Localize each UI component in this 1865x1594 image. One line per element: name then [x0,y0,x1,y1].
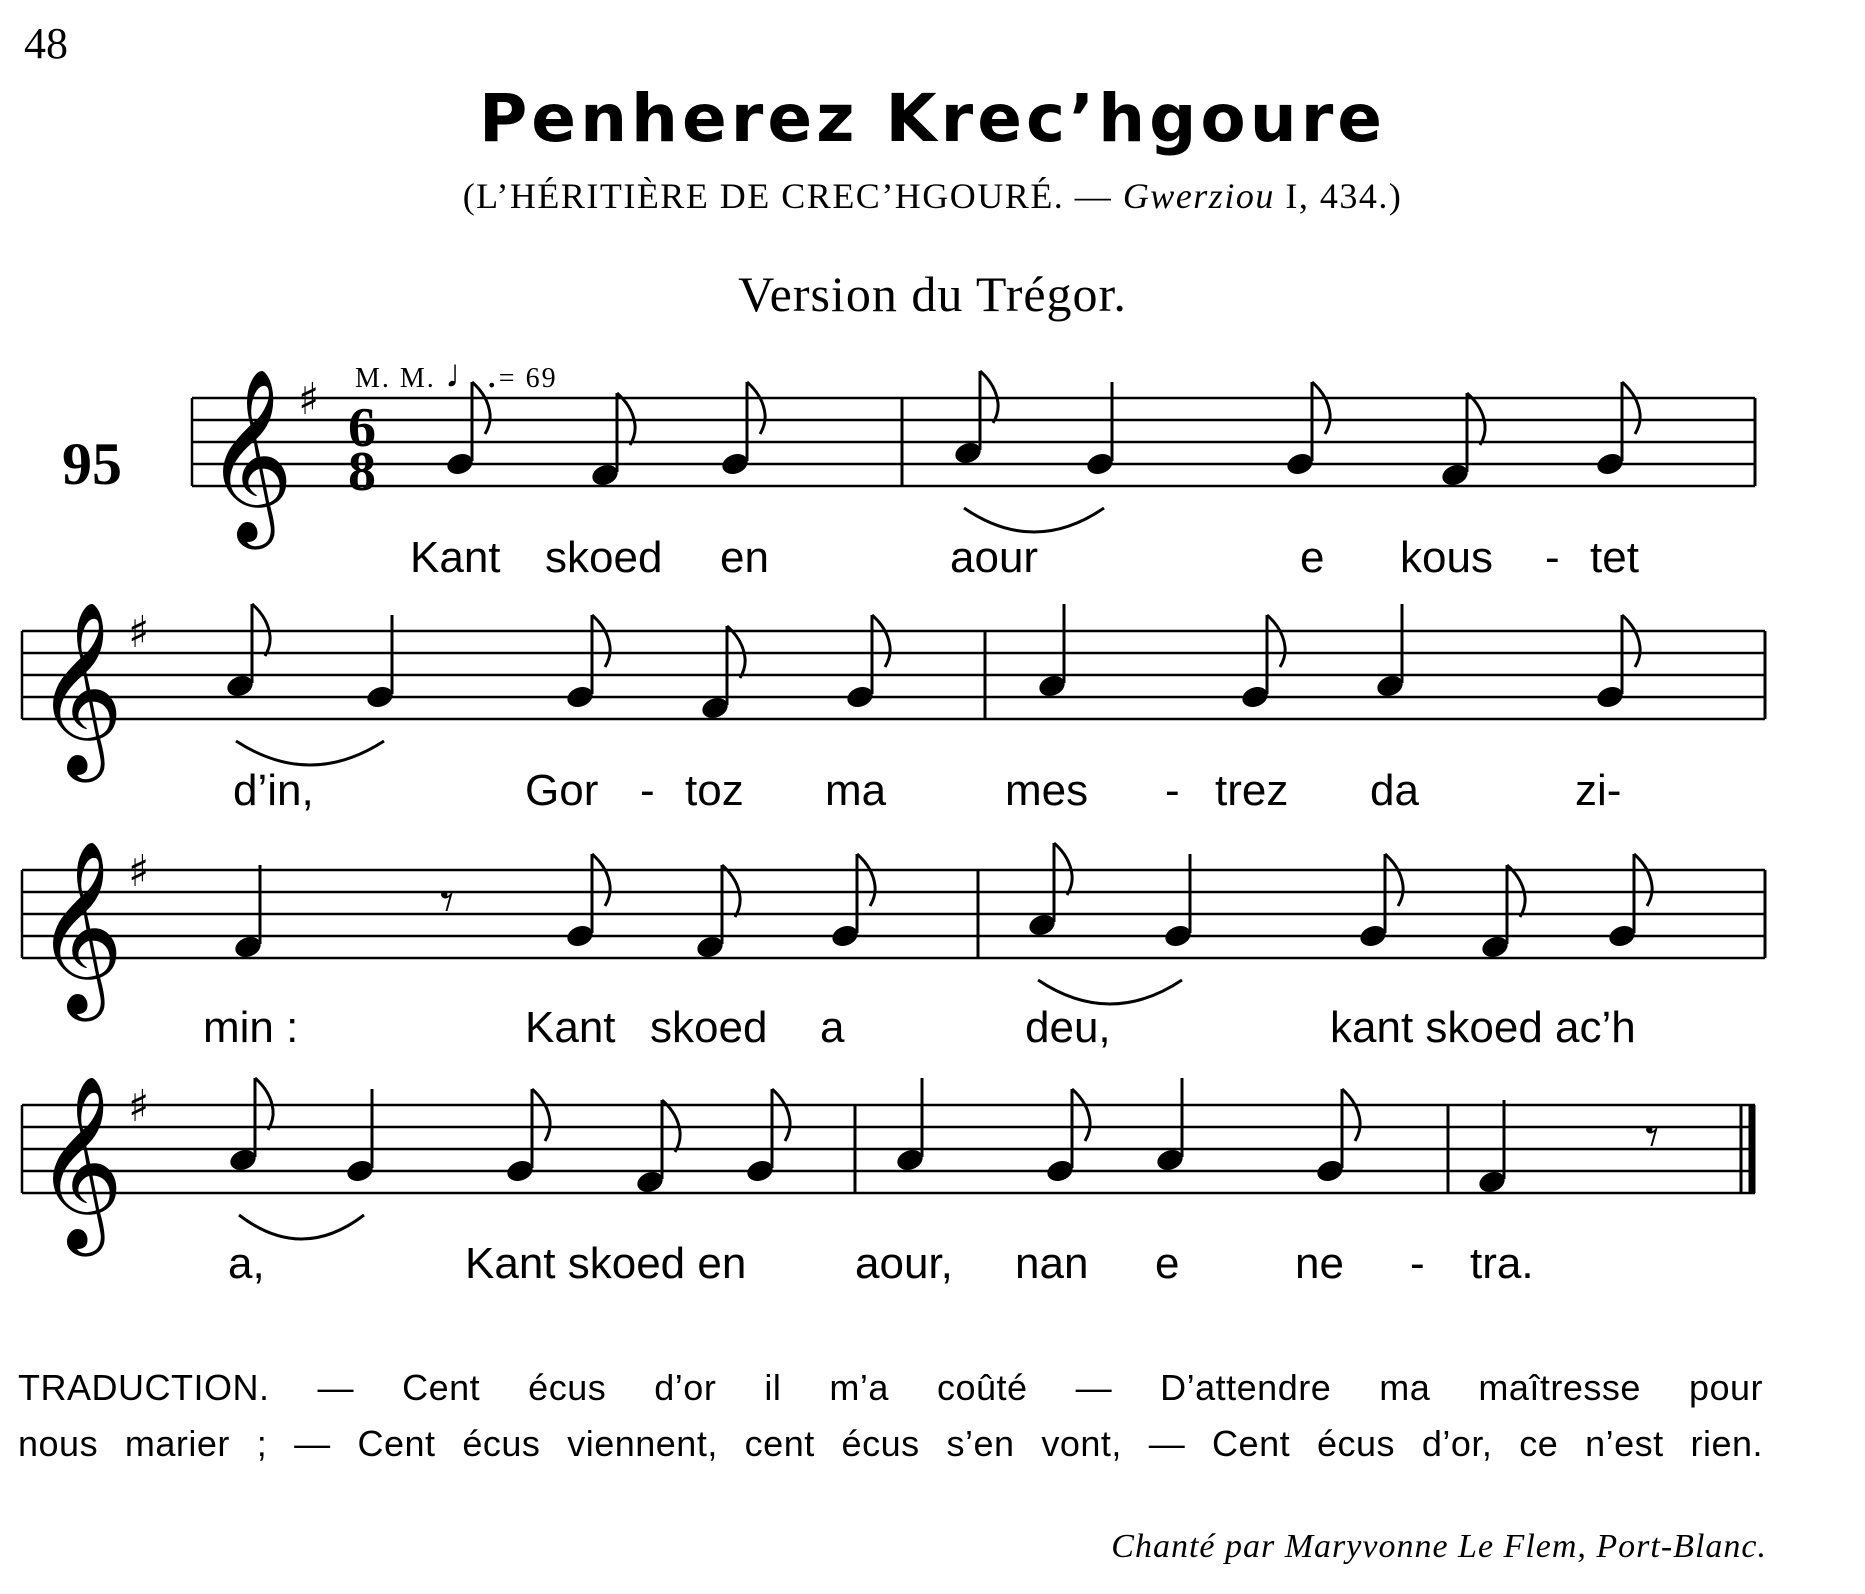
translation [18,1360,1763,1472]
translation-line-2: nous marier ; — Cent écus viennent, cent écus s’en vont, — Cent écus d’or, ce n’est rien. [18,1423,1763,1464]
song-number: 95 [62,431,122,497]
time-signature-bottom: 8 [348,441,376,503]
note-flag [1342,1089,1360,1141]
lyric-syllable: da [1370,766,1419,815]
lyric-syllable: a, [228,1239,265,1288]
lyrics [203,533,1639,1288]
lyric-syllable: Kant skoed en [465,1239,747,1288]
eighth-rest-icon: 𝄾 [440,870,455,933]
treble-clef-icon: 𝄞 [35,601,124,775]
lyric-syllable: ma [825,766,887,815]
note-flag [1267,615,1285,667]
subtitle-prefix: (L’HÉRITIÈRE DE CREC’HGOURÉ. — [462,176,1113,216]
subtitle-source: Gwerziou [1122,176,1275,216]
slur [236,741,384,765]
note-flag [1072,1089,1090,1141]
note-flag [592,854,610,906]
note-flag [1312,382,1330,434]
lyric-syllable: aour [950,533,1039,582]
lyric-syllable: deu, [1025,1003,1111,1052]
lyric-syllable: zi- [1575,766,1622,815]
note-flag [1622,382,1640,434]
tempo-label: M. M. [355,363,436,394]
sharp-icon: ♯ [128,1081,150,1132]
lyric-syllable: - [1165,766,1180,815]
treble-clef-icon: 𝄞 [35,840,124,1014]
lyric-syllable: e [1155,1239,1180,1288]
lyric-syllable: a [820,1003,845,1052]
sharp-icon: ♯ [128,607,150,658]
lyric-syllable: e [1300,533,1325,582]
lyric-syllable: min : [203,1003,299,1052]
lyric-syllable: - [640,766,655,815]
note-flag [747,382,765,434]
lyric-syllable: nan [1015,1239,1089,1288]
lyric-syllable: toz [685,766,744,815]
lyric-syllable: kant skoed ac’h [1330,1003,1636,1052]
translation-line-1: TRADUCTION. — Cent écus d’or il m’a coûté — D’attendre ma maîtresse pour [18,1367,1763,1408]
note-flag [1634,854,1652,906]
subtitle-reference: I, 434.) [1285,176,1403,216]
lyric-syllable: Gor [525,766,599,815]
song-title: Penherez Krec’hgoure [478,80,1387,157]
slur [964,508,1104,532]
tempo-value: = 69 [498,363,558,394]
note-flag [532,1089,550,1141]
lyric-syllable: - [1410,1239,1425,1288]
lyric-syllable: tet [1590,533,1639,582]
note-flag [592,615,610,667]
lyric-syllable: Kant [410,533,501,582]
lyric-syllable: tra. [1470,1239,1534,1288]
slur [239,1215,364,1239]
lyric-syllable: trez [1215,766,1289,815]
note-flag [1622,615,1640,667]
lyric-syllable: skoed [545,533,663,582]
lyric-syllable: skoed [650,1003,768,1052]
note-flag [1385,854,1403,906]
lyric-syllable: - [1545,533,1560,582]
page-number: 48 [24,19,68,68]
note-flag [872,615,890,667]
dotted-quarter-note-icon: ♩. [444,351,499,396]
note-flag [857,854,875,906]
eighth-rest-icon: 𝄾 [1645,1105,1660,1168]
note-flag [772,1089,790,1141]
version-heading: Version du Trégor. [738,266,1127,322]
lyric-syllable: ne [1295,1239,1344,1288]
lyric-syllable: aour, [855,1239,953,1288]
lyric-syllable: en [720,533,769,582]
time-signature-top: 6 [348,397,376,459]
sharp-icon: ♯ [128,846,150,897]
treble-clef-icon: 𝄞 [35,1075,124,1249]
slur [1038,980,1182,1004]
lyric-syllable: d’in, [233,766,314,815]
note-flag [472,382,490,434]
sharp-icon: ♯ [298,374,320,425]
notes [225,371,1660,1239]
lyric-syllable: kous [1400,533,1493,582]
treble-clef-icon: 𝄞 [205,368,294,542]
performer-credit: Chanté par Maryvonne Le Flem, Port-Blanc. [1111,1528,1767,1565]
lyric-syllable: Kant [525,1003,616,1052]
lyric-syllable: mes [1005,766,1089,815]
